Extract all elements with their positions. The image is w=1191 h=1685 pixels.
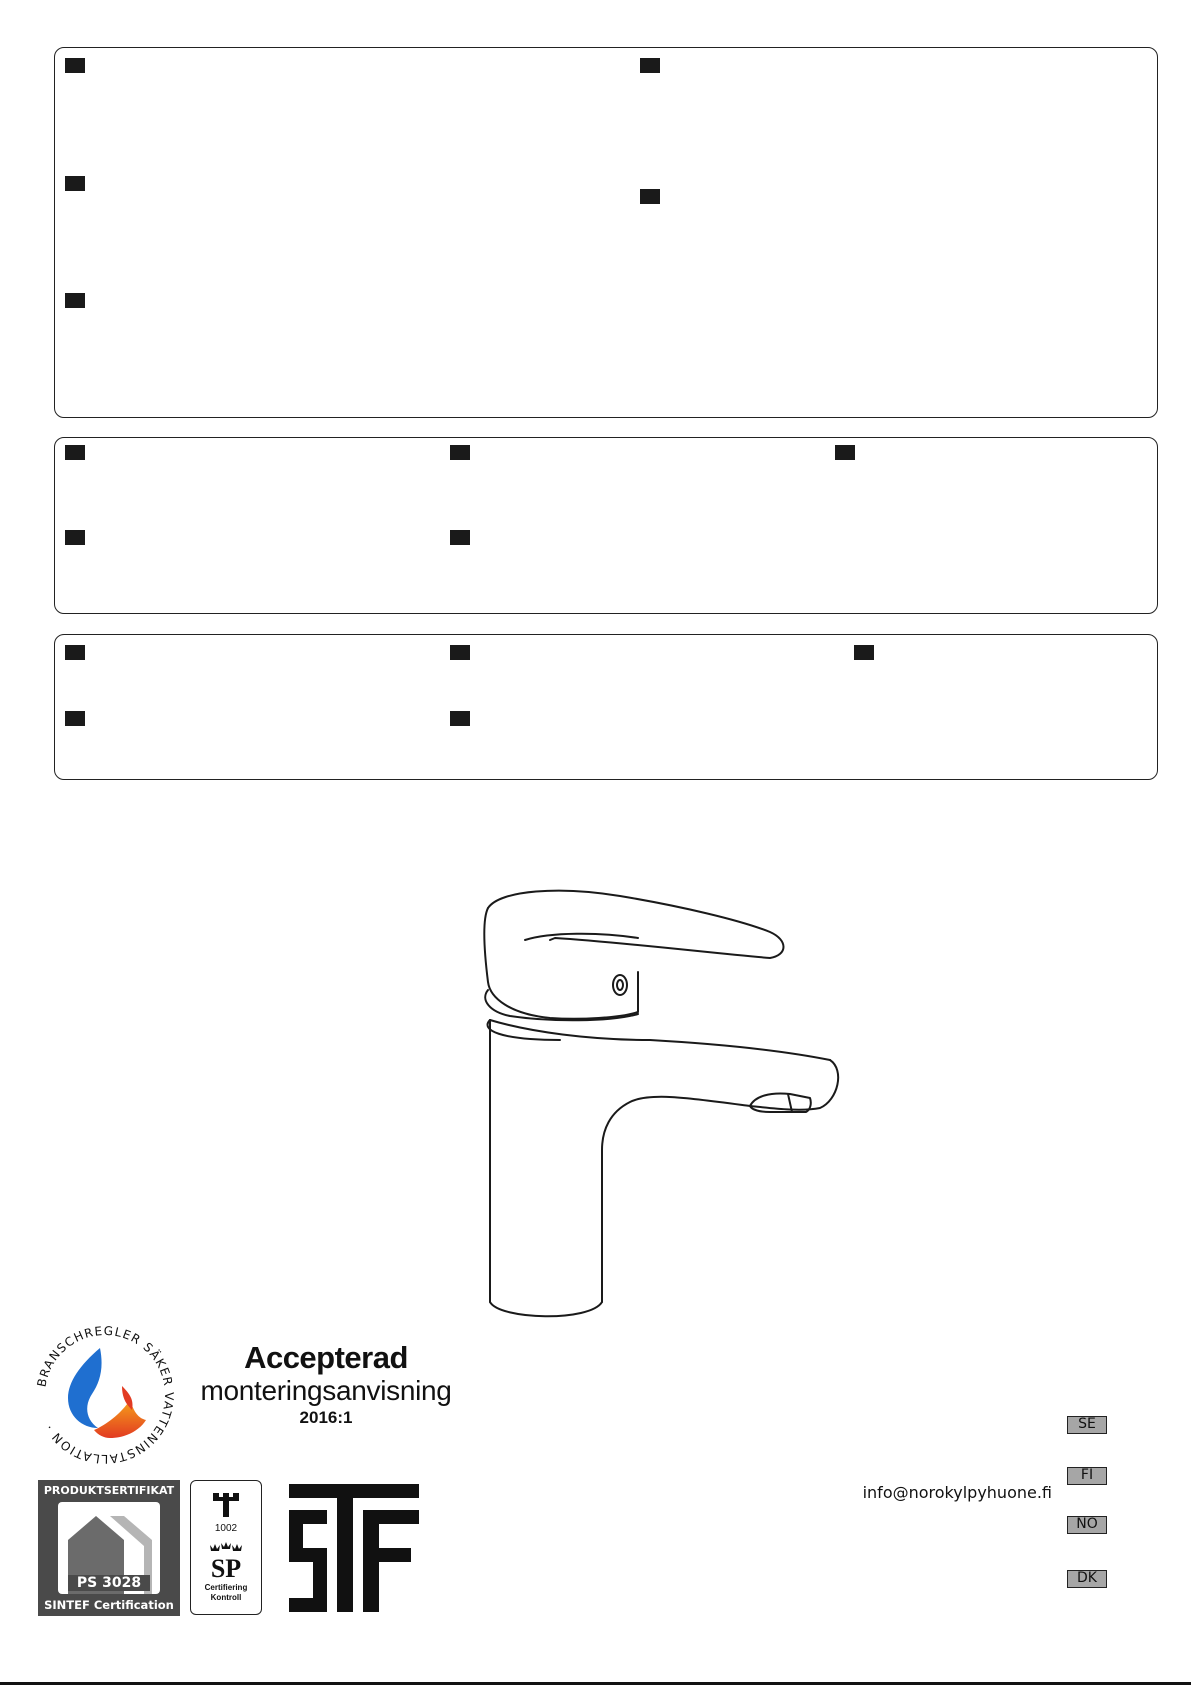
sintef-top-label: PRODUKTSERTIFIKAT [43, 1484, 175, 1497]
svg-text:BRANSCHREGLER SÄKER VATTENINST [35, 1324, 177, 1466]
sp-number: 1002 [214, 1523, 238, 1534]
crowns-icon [209, 1541, 243, 1555]
faucet-illustration [470, 880, 850, 1320]
sp-logo: SP [210, 1554, 242, 1583]
section-marker [65, 530, 85, 545]
section-marker [65, 176, 85, 191]
language-tag-dk[interactable]: DK [1067, 1570, 1107, 1588]
section-marker [450, 645, 470, 660]
tower-icon [211, 1489, 241, 1519]
accepted-year: 2016:1 [299, 1408, 353, 1427]
contact-email[interactable]: info@norokylpyhuone.fi [862, 1483, 1052, 1502]
section-marker [640, 58, 660, 73]
accepted-subtitle: monteringsanvisning [200, 1375, 452, 1406]
section-marker [450, 530, 470, 545]
stf-logo [289, 1484, 419, 1612]
flame-drop-seal-icon [68, 1348, 146, 1438]
instruction-panel-1 [54, 47, 1158, 418]
seal-arc-text: BRANSCHREGLER SÄKER VATTENINSTALLATION · [34, 1323, 177, 1467]
language-tag-se[interactable]: SE [1067, 1416, 1107, 1434]
certification-seal [30, 1320, 180, 1470]
accepted-title: Accepterad [244, 1340, 408, 1375]
section-marker [65, 58, 85, 73]
section-marker [450, 711, 470, 726]
sp-caption-line2: Kontroll [210, 1593, 242, 1602]
instruction-panel-2 [54, 437, 1158, 614]
section-marker [450, 445, 470, 460]
section-marker [65, 293, 85, 308]
section-marker [640, 189, 660, 204]
section-marker [65, 445, 85, 460]
section-marker [65, 645, 85, 660]
section-marker [65, 711, 85, 726]
sintef-code: PS 3028 [68, 1575, 150, 1591]
sintef-certificate-badge [38, 1480, 180, 1616]
section-marker [854, 645, 874, 660]
language-tag-no[interactable]: NO [1067, 1516, 1107, 1534]
section-marker [835, 445, 855, 460]
sintef-bottom-label: SINTEF Certification [44, 1598, 174, 1612]
language-tag-fi[interactable]: FI [1067, 1467, 1107, 1485]
accepted-installation-badge [196, 1340, 456, 1430]
sp-caption-line1: Certifiering [204, 1583, 248, 1592]
instruction-panel-3 [54, 634, 1158, 780]
sp-certification-badge [190, 1480, 262, 1615]
